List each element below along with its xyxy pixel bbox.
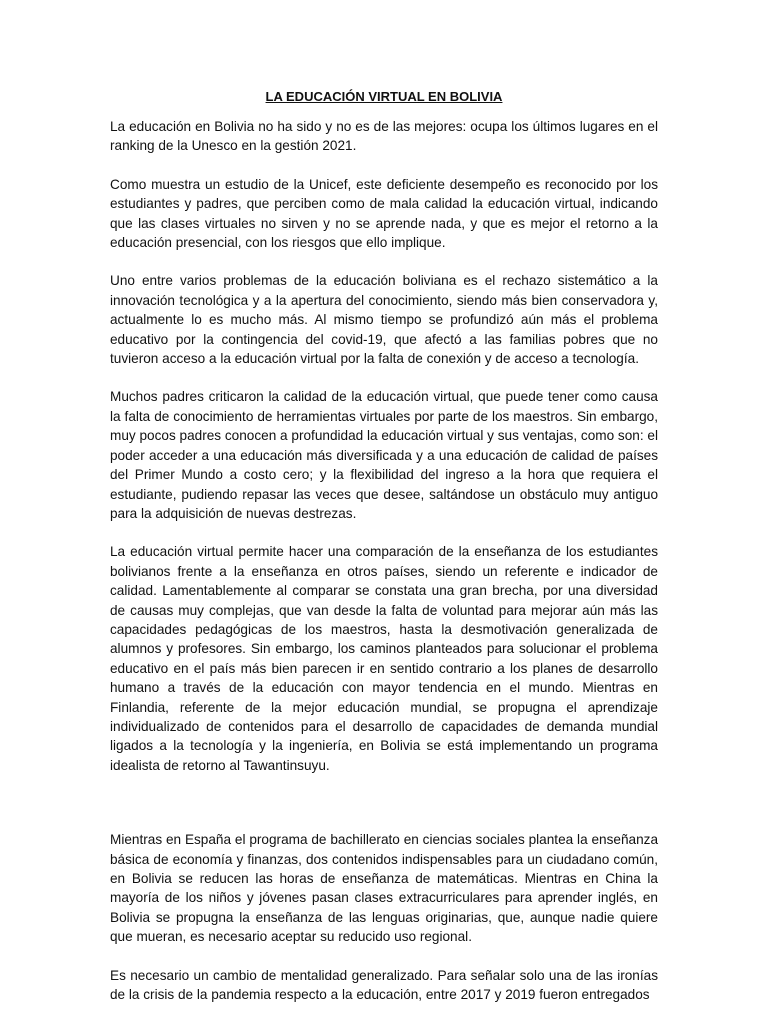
- paragraph-1: La educación en Bolivia no ha sido y no es de las mejores: ocupa los últimos lugares en el ranking de la Unesco en la gestión 2021.: [110, 119, 658, 154]
- document-page: [110, 88, 658, 1023]
- paragraph-4: Muchos padres criticaron la calidad de la educación virtual, que puede tener como causa la falta de conocimiento de herramientas virtuales por parte de los maestros. Sin embargo, muy pocos padres conocen a profundidad la educación virtual y sus ventajas, como son: el poder acceder a una educación más diversificada y a una educación de calidad de países del Primer Mundo a costo cero; y la flexibilidad del ingreso a la hora que requiera el estudiante, pudiendo repasar las veces que desee, saltándose un obstáculo muy antiguo para la adquisición de nuevas destrezas.: [110, 389, 658, 521]
- paragraph-3: Uno entre varios problemas de la educación boliviana es el rechazo sistemático a la innovación tecnológica y a la apertura del conocimiento, siendo más bien conservadora y, actualmente lo es mucho más. Al mismo tiempo se profundizó aún más el problema educativo por la contingencia del covid-19, que afectó a las familias pobres que no tuvieron acceso a la educación virtual por la falta de conexión y de acceso a tecnología.: [110, 273, 658, 367]
- paragraph-5: La educación virtual permite hacer una comparación de la enseñanza de los estudiantes bolivianos frente a la enseñanza en otros países, siendo un referente e indicador de calidad. Lamentablemente al comparar se constata una gran brecha, por una diversidad de causas muy complejas, que van desde la falta de voluntad para mejorar aún más las capacidades pedagógicas de los maestros, hasta la desmotivación generalizada de alumnos y profesores. Sin embargo, los caminos planteados para solucionar el problema educativo en el país más bien parecen ir en sentido contrario a los planes de desarrollo humano a través de la educación con mayor tendencia en el mundo. Mientras en Finlandia, referente de la mejor educación mundial, se propugna el aprendizaje individualizado de contenidos para el desarrollo de capacidades de demanda mundial ligados a la tecnología y la ingeniería, en Bolivia se está implementando un programa idealista de retorno al Tawantinsuyu.: [110, 544, 658, 773]
- paragraph-2: Como muestra un estudio de la Unicef, este deficiente desempeño es reconocido por los estudiantes y padres, que perciben como de mala calidad la educación virtual, indicando que las clases virtuales no sirven y no se aprende nada, y que es mejor el retorno a la educación presencial, con los riesgos que ello implique.: [110, 176, 658, 251]
- paragraph-7: Es necesario un cambio de mentalidad generalizado. Para señalar solo una de las ironías de la crisis de la pandemia respecto a la educación, entre 2017 y 2019 fueron entregados: [110, 967, 658, 1003]
- document-title: LA EDUCACIÓN VIRTUAL EN BOLIVIA: [265, 89, 503, 104]
- paragraph-6: Mientras en España el programa de bachillerato en ciencias sociales plantea la enseñanza básica de economía y finanzas, dos contenidos indispensables para un ciudadano común, en Bolivia se reducen las horas de enseñanza de matemáticas. Mientras en China la mayoría de los niños y jóvenes pasan clases extracurriculares para aprender inglés, en Bolivia se propugna la enseñanza de las lenguas originarias, que, aunque nadie quiere que mueran, es necesario aceptar su reducido uso regional.: [110, 832, 658, 945]
